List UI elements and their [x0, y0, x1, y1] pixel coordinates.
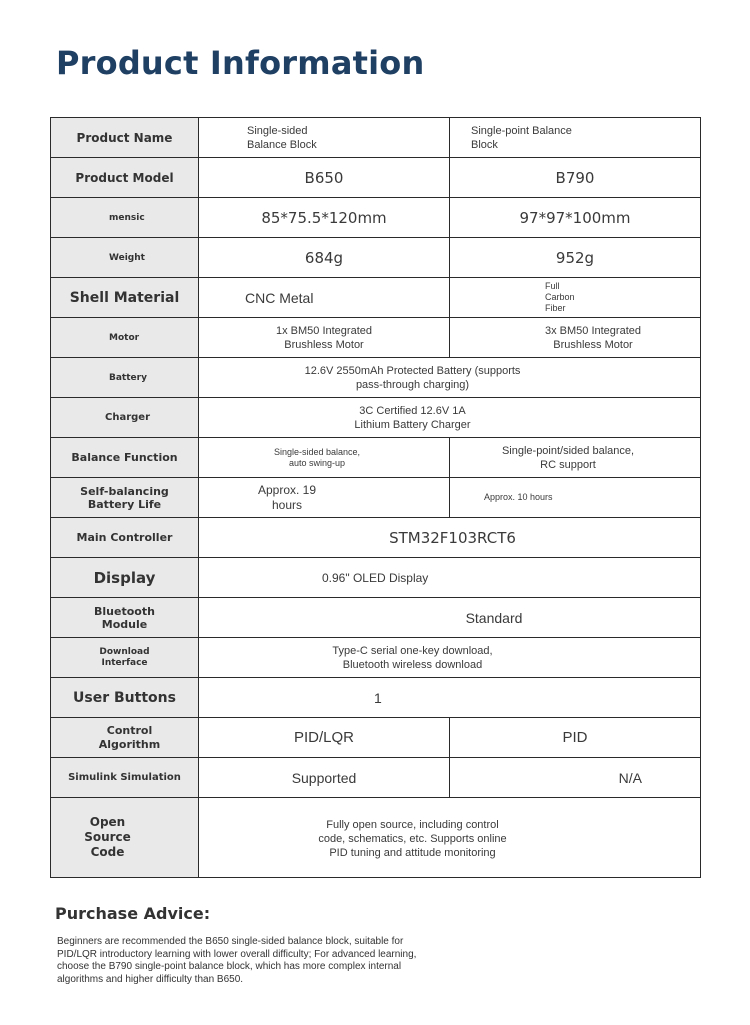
table-row [51, 518, 701, 558]
value-b650: B650 [199, 158, 450, 198]
row-label: Product Name [51, 118, 199, 158]
value-shared: Fully open source, including control code, schematics, etc. Supports online PID tuning and attitude monitoring [199, 798, 701, 878]
row-label: Main Controller [51, 518, 199, 558]
row-label: Display [51, 558, 199, 598]
value-b650: 684g [199, 238, 450, 278]
value-b650: CNC Metal [199, 278, 450, 318]
table-row [51, 438, 701, 478]
table-row [51, 718, 701, 758]
row-label: Open Source Code [51, 798, 199, 878]
value-b650: 1x BM50 Integrated Brushless Motor [199, 318, 450, 358]
value-shared: 3C Certified 12.6V 1A Lithium Battery Charger [199, 398, 701, 438]
value-b650: PID/LQR [199, 718, 450, 758]
page-title: Product Information [56, 44, 425, 82]
table-row [51, 758, 701, 798]
value-b650: Single-sided Balance Block [199, 118, 450, 158]
value-b650: Single-sided balance, auto swing-up [199, 438, 450, 478]
value-b790: 3x BM50 Integrated Brushless Motor [450, 318, 701, 358]
value-b790: 952g [450, 238, 701, 278]
row-label: Motor [51, 318, 199, 358]
table-row [51, 598, 701, 638]
row-label: Self-balancing Battery Life [51, 478, 199, 518]
row-label: Simulink Simulation [51, 758, 199, 798]
value-shared: Type-C serial one-key download, Bluetooth wireless download [199, 638, 701, 678]
table-row [51, 478, 701, 518]
table-row [51, 158, 701, 198]
table-row [51, 238, 701, 278]
value-shared: Standard [199, 598, 701, 638]
table-row [51, 398, 701, 438]
value-b790: PID [450, 718, 701, 758]
row-label: Bluetooth Module [51, 598, 199, 638]
table-row [51, 318, 701, 358]
value-shared: STM32F103RCT6 [199, 518, 701, 558]
value-b790: N/A [450, 758, 701, 798]
value-shared: 0.96" OLED Display [199, 558, 701, 598]
row-label: Battery [51, 358, 199, 398]
table-row [51, 278, 701, 318]
value-b790: Single-point/sided balance, RC support [450, 438, 701, 478]
value-shared: 1 [199, 678, 701, 718]
table-row [51, 798, 701, 878]
value-shared: 12.6V 2550mAh Protected Battery (supports pass-through charging) [199, 358, 701, 398]
value-b650: Approx. 19 hours [199, 478, 450, 518]
value-b790: Single-point Balance Block [450, 118, 701, 158]
value-b790: Approx. 10 hours [450, 478, 701, 518]
row-label: Product Model [51, 158, 199, 198]
row-label: Download Interface [51, 638, 199, 678]
row-label: Weight [51, 238, 199, 278]
value-b790: Full Carbon Fiber [450, 278, 701, 318]
table-row [51, 638, 701, 678]
value-b650: 85*75.5*120mm [199, 198, 450, 238]
row-label: Balance Function [51, 438, 199, 478]
value-b790: 97*97*100mm [450, 198, 701, 238]
table-row [51, 558, 701, 598]
table-row [51, 118, 701, 158]
table-row [51, 198, 701, 238]
row-label: Charger [51, 398, 199, 438]
row-label: User Buttons [51, 678, 199, 718]
row-label: mensic [51, 198, 199, 238]
value-b790: B790 [450, 158, 701, 198]
row-label: Control Algorithm [51, 718, 199, 758]
row-label: Shell Material [51, 278, 199, 318]
purchase-advice-title: Purchase Advice: [55, 904, 211, 923]
spec-table [50, 117, 701, 878]
table-row [51, 358, 701, 398]
table-row [51, 678, 701, 718]
purchase-advice-text: Beginners are recommended the B650 single-sided balance block, suitable for PID/LQR introductory learning with lower overall difficulty; For advanced learning, choose the B790 single-point balance block, which has more complex internal algorithms and higher difficulty than B650. [57, 936, 417, 985]
value-b650: Supported [199, 758, 450, 798]
